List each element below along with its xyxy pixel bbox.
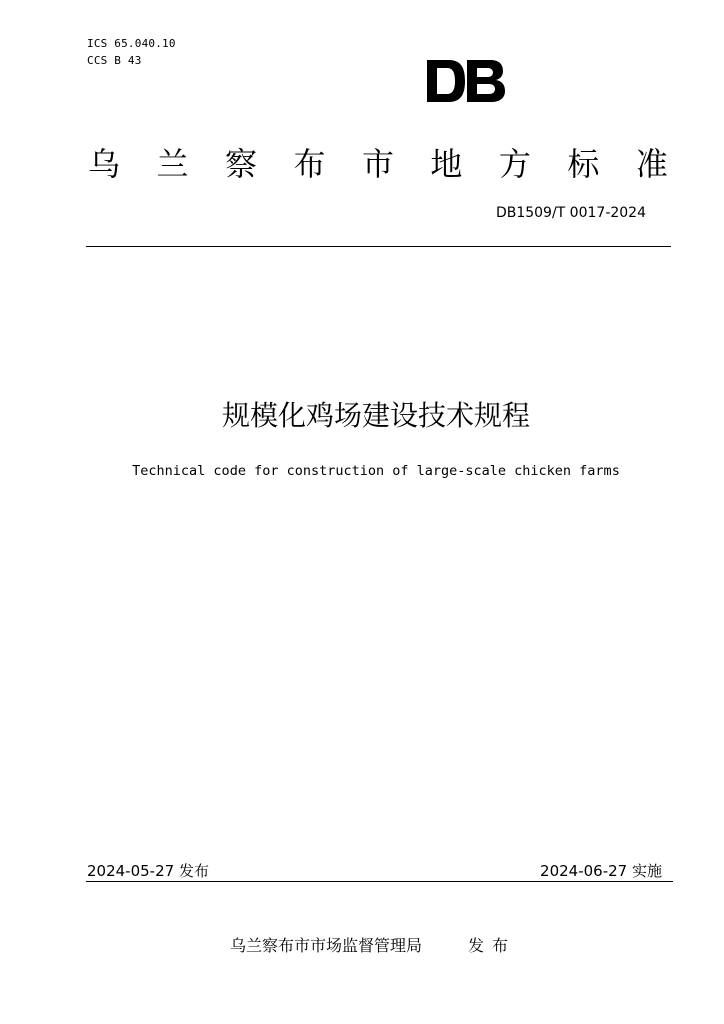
standard-type-char: 乌: [88, 145, 121, 183]
ics-code: ICS 65.040.10: [87, 37, 176, 50]
db-logo: [427, 60, 505, 102]
standard-type-char: 准: [635, 145, 668, 183]
standard-number: DB1509/T 0017-2024: [495, 205, 646, 221]
ccs-code: CCS B 43: [87, 54, 142, 67]
standard-type-char: 兰: [156, 145, 189, 183]
issue-label: 发布: [468, 936, 517, 955]
top-divider: [86, 246, 671, 247]
document-title-chinese: 规模化鸡场建设技术规程: [221, 399, 530, 432]
standard-type-char: 标: [567, 145, 600, 183]
standard-type-char: 察: [224, 145, 257, 183]
implementation-date: 2024-06-27 实施: [540, 862, 662, 880]
document-title-english: Technical code for construction of large-scale chicken farms: [132, 463, 620, 479]
publish-date: 2024-05-27 发布: [87, 862, 209, 880]
standard-type-char: 布: [293, 145, 326, 183]
standard-type-heading: [88, 142, 668, 186]
bottom-divider: [86, 881, 673, 882]
standard-type-char: 地: [430, 145, 463, 183]
issuing-authority: 乌兰察布市市场监督管理局: [230, 936, 423, 955]
standard-type-char: 市: [361, 145, 394, 183]
standard-type-char: 方: [498, 145, 531, 183]
